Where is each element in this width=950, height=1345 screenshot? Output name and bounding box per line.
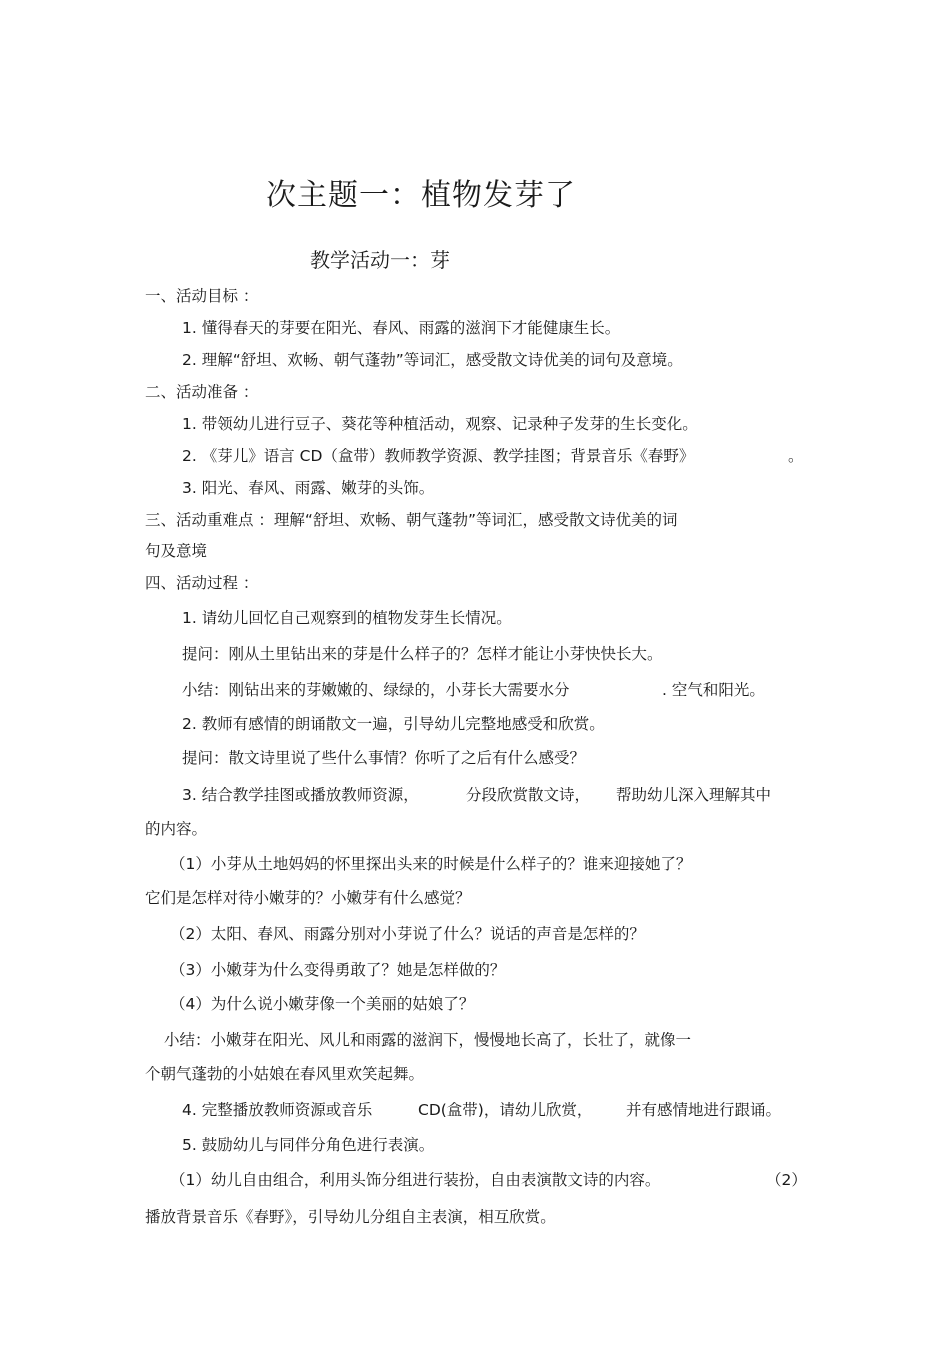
section-heading: 二、活动准备 ： [145, 383, 259, 401]
summary-line: 个朝气蓬勃的小姑娘在春风里欢笑起舞。 [145, 1065, 425, 1083]
paragraph-line: 2. 理解“舒坦、欢畅、朝气蓬勃”等词汇，感受散文诗优美的词句及意境。 [182, 351, 683, 369]
paragraph-line: 的内容。 [145, 820, 208, 838]
activity-title: 教学活动一：芽 [310, 248, 450, 272]
paragraph-line-end: 。 [788, 447, 804, 465]
question-line: 它们是怎样对待小嫩芽的？小嫩芽有什么感觉？ [145, 889, 471, 907]
paragraph-line: 播放背景音乐《春野》，引导幼儿分组自主表演，相互欣赏。 [145, 1208, 556, 1226]
paragraph-line-mid: 分段欣赏散文诗， [466, 786, 591, 804]
paragraph-line: （1）幼儿自由组合，利用头饰分组进行装扮，自由表演散文诗的内容。 [170, 1171, 661, 1189]
paragraph-line-end: . 空气和阳光。 [662, 681, 765, 699]
paragraph-line: 小结：刚钻出来的芽嫩嫩的、绿绿的，小芽长大需要水分 [182, 681, 570, 699]
question-line: （2）太阳、春风、雨露分别对小芽说了什么？说话的声音是怎样的？ [170, 925, 645, 943]
paragraph-line: 提问：刚从土里钻出来的芽是什么样子的？怎样才能让小芽快快长大。 [182, 645, 663, 663]
question-line: （1）小芽从土地妈妈的怀里探出头来的时候是什么样子的？谁来迎接她了？ [170, 855, 692, 873]
question-line: （4）为什么说小嫩芽像一个美丽的姑娘了？ [170, 995, 475, 1013]
paragraph-line: 1. 懂得春天的芽要在阳光、春风、雨露的滋润下才能健康生长。 [182, 319, 621, 337]
paragraph-line: 提问：散文诗里说了些什么事情？你听了之后有什么感受？ [182, 749, 586, 767]
paragraph-line: 5. 鼓励幼儿与同伴分角色进行表演。 [182, 1136, 435, 1154]
paragraph-line: 句及意境 [145, 542, 208, 560]
section-heading: 四、活动过程 ： [145, 574, 259, 592]
paragraph-line: 3. 结合教学挂图或播放教师资源， [182, 786, 419, 804]
paragraph-line: 1. 请幼儿回忆自己观察到的植物发芽生长情况。 [182, 609, 512, 627]
page-title: 次主题一：植物发芽了 [266, 178, 576, 213]
summary-line: 小结：小嫩芽在阳光、风儿和雨露的滋润下，慢慢地长高了，长壮了，就像一 [164, 1031, 692, 1049]
paragraph-line: 4. 完整播放教师资源或音乐 [182, 1101, 373, 1119]
paragraph-line-mid: CD(盒带)，请幼儿欣赏， [418, 1101, 593, 1119]
paragraph-line: 3. 阳光、春风、雨露、嫩芽的头饰。 [182, 479, 435, 497]
paragraph-line-end: （2） [766, 1171, 807, 1189]
paragraph-line-end: 帮助幼儿深入理解其中 [616, 786, 772, 804]
section-heading: 一、活动目标 ： [145, 287, 259, 305]
paragraph-line: 1. 带领幼儿进行豆子、葵花等种植活动，观察、记录种子发芽的生长变化。 [182, 415, 698, 433]
question-line: （3）小嫩芽为什么变得勇敢了？她是怎样做的？ [170, 961, 506, 979]
paragraph-line: 2. 教师有感情的朗诵散文一遍，引导幼儿完整地感受和欣赏。 [182, 715, 605, 733]
paragraph-line: 2. 《芽儿》语言 CD（盒带）教师教学资源、教学挂图；背景音乐《春野》 [182, 447, 695, 465]
paragraph-line-end: 并有感情地进行跟诵。 [626, 1101, 782, 1119]
section-heading: 三、活动重难点 ：理解“舒坦、欢畅、朝气蓬勃”等词汇，感受散文诗优美的词 [145, 511, 678, 529]
